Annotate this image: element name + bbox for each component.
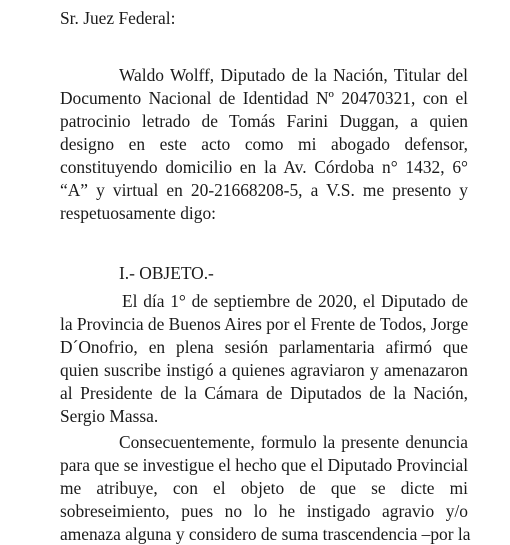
denuncia-line-5: amenaza alguna y considero de suma trascendencia –por la — [60, 524, 471, 544]
objeto-line-3: D´Onofrio, en plena sesión parlamentaria afirmó que — [60, 337, 468, 357]
denuncia-line-4: sobreseimiento, pues no lo he instigado agravio y/o — [60, 501, 468, 521]
section-heading: I.- OBJETO.- — [119, 263, 214, 283]
intro-line-4: designo en este acto como mi abogado defensor, — [60, 134, 468, 154]
intro-line-3: patrocinio letrado de Tomás Farini Duggan, a quien — [60, 111, 468, 131]
denuncia-line-3: me atribuye, con el objeto de que se dicte mi — [60, 478, 468, 498]
intro-line-2: Documento Nacional de Identidad Nº 20470321, con el — [60, 88, 468, 108]
objeto-line-1: El día 1° de septiembre de 2020, el Diputado de — [122, 291, 468, 311]
objeto-line-5: al Presidente de la Cámara de Diputados de la Nación, — [60, 383, 468, 403]
salutation: Sr. Juez Federal: — [60, 8, 176, 28]
objeto-line-6: Sergio Massa. — [60, 406, 159, 426]
denuncia-line-1: Consecuentemente, formulo la presente denuncia — [119, 432, 468, 452]
intro-line-7: respetuosamente digo: — [60, 203, 216, 223]
intro-line-5: constituyendo domicilio en la Av. Córdoba n° 1432, 6° — [60, 157, 468, 177]
denuncia-line-2: para que se investigue el hecho que el Diputado Provincial — [60, 455, 469, 475]
intro-line-6: “A” y virtual en 20-21668208-5, a V.S. me presento y — [60, 180, 468, 200]
intro-line-1: Waldo Wolff, Diputado de la Nación, Titular del — [119, 65, 468, 85]
objeto-line-2: la Provincia de Buenos Aires por el Frente de Todos, Jorge — [60, 314, 469, 334]
objeto-line-4: quien suscribe instigó a quienes agraviaron y amenazaron — [60, 360, 468, 380]
